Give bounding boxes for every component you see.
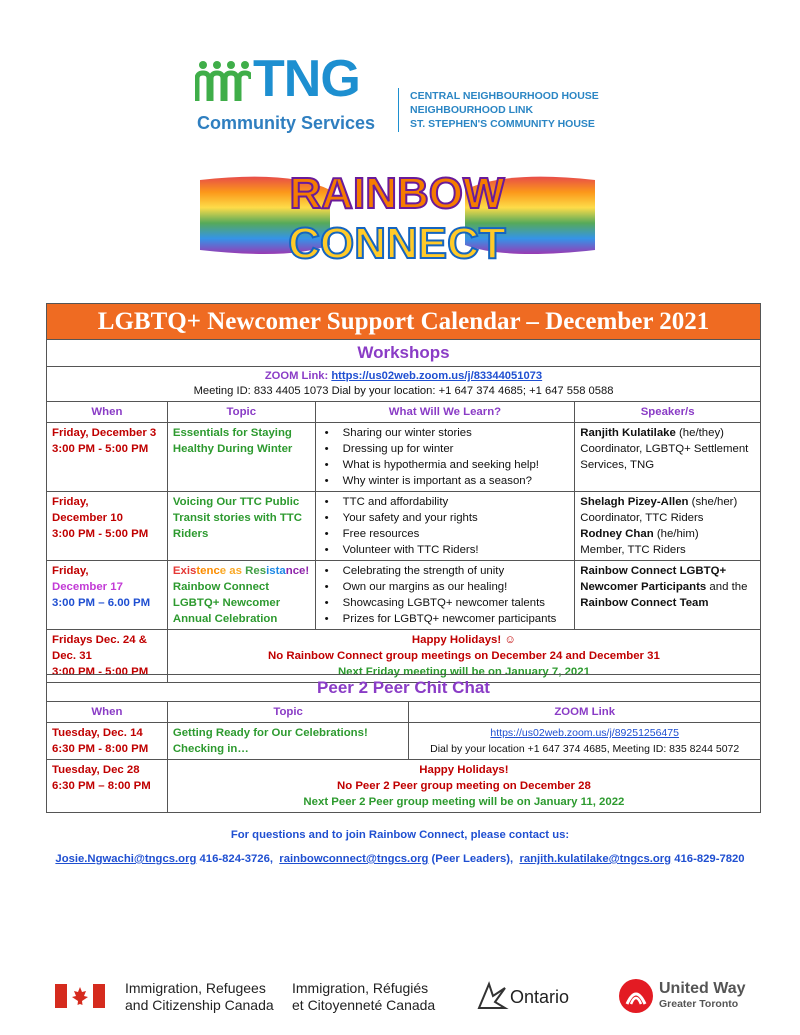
logo-divider bbox=[398, 88, 399, 132]
when-time: 6:30 PM - 8:00 PM bbox=[52, 743, 149, 755]
org-subtitle: Community Services bbox=[197, 113, 376, 133]
speaker-role: Coordinator, TTC Riders bbox=[580, 512, 704, 524]
topic-line: Getting Ready for Our Celebrations! bbox=[172, 727, 368, 739]
row-when bbox=[47, 423, 168, 492]
rainbow-letter: t bbox=[196, 565, 201, 577]
speaker-name: Newcomer Participants bbox=[580, 581, 707, 593]
rainbow-connect-logo bbox=[200, 160, 595, 270]
people-icon bbox=[195, 59, 251, 103]
email-link-ranjith[interactable]: ranjith.kulatilake@tngcs.org bbox=[519, 853, 672, 865]
list-item: • Dressing up for winter bbox=[321, 441, 570, 457]
topic-line: Checking in… bbox=[172, 743, 249, 755]
peer-heading: Peer 2 Peer Chit Chat bbox=[47, 675, 761, 702]
workshops-table bbox=[46, 303, 761, 683]
rainbow-letter: x bbox=[180, 565, 187, 577]
col-speakers: Speaker/s bbox=[575, 402, 761, 423]
table-row bbox=[47, 492, 761, 561]
col-when: When bbox=[47, 402, 168, 423]
when-date: Friday, bbox=[52, 565, 89, 577]
rainbow-letter: n bbox=[285, 565, 293, 577]
rainbow-letter: n bbox=[206, 565, 214, 577]
list-item: • Prizes for LGBTQ+ newcomer participants bbox=[321, 611, 570, 627]
list-item: • Own our margins as our healing! bbox=[321, 579, 570, 595]
ircc-en-line: and Citizenship Canada bbox=[125, 997, 274, 1013]
canada-flag-icon bbox=[55, 984, 105, 1008]
topic-line: LGBTQ+ Newcomer bbox=[172, 597, 281, 609]
speaker-name: Rainbow Connect Team bbox=[580, 597, 709, 609]
topic-line: Voicing Our TTC Public bbox=[172, 496, 300, 508]
when-time: 3:00 PM - 5:00 PM bbox=[52, 443, 149, 455]
topic-line: Essentials for Staying bbox=[172, 427, 292, 439]
when-time: 3:00 PM - 5:00 PM bbox=[52, 666, 149, 678]
when-date: December 10 bbox=[52, 512, 123, 524]
row-topic bbox=[167, 561, 315, 630]
topic-line: Annual Celebration bbox=[172, 613, 278, 625]
row-learn bbox=[315, 492, 575, 561]
united-way-icon bbox=[618, 978, 654, 1014]
col-when: When bbox=[47, 702, 168, 723]
rainbow-letter: s bbox=[259, 565, 267, 577]
zoom-link[interactable]: https://us02web.zoom.us/j/83344051073 bbox=[331, 370, 543, 382]
row-when bbox=[47, 723, 168, 760]
peer-holiday-notice bbox=[167, 760, 760, 813]
row-topic bbox=[167, 423, 315, 492]
speaker-pronoun: (he/they) bbox=[675, 427, 724, 439]
ircc-french bbox=[292, 980, 435, 1014]
rainbow-letter: i bbox=[266, 565, 270, 577]
speaker-pronoun: (he/him) bbox=[653, 528, 699, 540]
speaker-pronoun: (she/her) bbox=[688, 496, 738, 508]
row-when bbox=[47, 760, 168, 813]
house-1: CENTRAL NEIGHBOURHOOD HOUSE bbox=[410, 90, 599, 102]
peer-table bbox=[46, 674, 761, 813]
speaker-role: Member, TTC Riders bbox=[580, 544, 686, 556]
rainbow-letter: e bbox=[200, 565, 207, 577]
rainbow-letter: R bbox=[245, 565, 254, 577]
email-link-josie[interactable]: Josie.Ngwachi@tngcs.org bbox=[55, 853, 197, 865]
when-time: 3:00 PM – 6.00 PM bbox=[52, 597, 151, 609]
united-way-sub: Greater Toronto bbox=[659, 998, 739, 1010]
col-learn: What Will We Learn? bbox=[315, 402, 575, 423]
list-item: • TTC and affordability bbox=[321, 494, 570, 510]
row-when bbox=[47, 492, 168, 561]
when-date: December 17 bbox=[52, 581, 123, 593]
table-row bbox=[47, 561, 761, 630]
row-learn bbox=[315, 423, 575, 492]
zoom-label: ZOOM Link: bbox=[264, 370, 329, 382]
ircc-en-line: Immigration, Refugees bbox=[125, 980, 266, 996]
holiday-greeting: Happy Holidays! ☺ bbox=[411, 634, 516, 646]
peer-zoom-info: Dial by your location +1 647 374 4685, Meeting ID: 835 8244 5072 bbox=[430, 743, 740, 755]
list-item: • Your safety and your rights bbox=[321, 510, 570, 526]
ontario-trillium-icon bbox=[475, 978, 509, 1012]
row-topic bbox=[167, 723, 409, 760]
house-3: ST. STEPHEN'S COMMUNITY HOUSE bbox=[410, 118, 595, 130]
topic-line: Healthy During Winter bbox=[172, 443, 293, 455]
topic-line: Rainbow Connect bbox=[172, 581, 270, 593]
rainbow-letter: s bbox=[235, 565, 242, 577]
calendar-title: LGBTQ+ Newcomer Support Calendar – December 2021 bbox=[47, 304, 761, 340]
col-zoom: ZOOM Link bbox=[409, 702, 761, 723]
house-2: NEIGHBOURHOOD LINK bbox=[410, 104, 534, 116]
rainbow-letter: ! bbox=[305, 565, 310, 577]
table-row bbox=[47, 423, 761, 492]
row-topic bbox=[167, 492, 315, 561]
table-row bbox=[47, 723, 761, 760]
list-item: • Volunteer with TTC Riders! bbox=[321, 542, 570, 558]
list-item: • Showcasing LGBTQ+ newcomer talents bbox=[321, 595, 570, 611]
ircc-english bbox=[125, 980, 274, 1014]
rainbow-letter: t bbox=[275, 565, 280, 577]
rainbow-letter: s bbox=[189, 565, 197, 577]
speaker-name: Rainbow Connect LGBTQ+ bbox=[580, 565, 727, 577]
org-name: TNG bbox=[253, 50, 360, 108]
email-link-rainbowconnect[interactable]: rainbowconnect@tngcs.org bbox=[279, 853, 429, 865]
tng-logo bbox=[195, 50, 625, 135]
rainbow-letter: e bbox=[219, 565, 227, 577]
contact-question: For questions and to join Rainbow Connect, please contact us: bbox=[230, 829, 570, 841]
topic-line: Riders bbox=[172, 528, 209, 540]
rainbow-letter: s bbox=[269, 565, 276, 577]
when-date: Friday, December 3 bbox=[52, 427, 157, 439]
speaker-conjunction: and the bbox=[706, 581, 748, 593]
speaker-role: Coordinator, LGBTQ+ Settlement bbox=[580, 443, 749, 455]
rainbow-letter: c bbox=[292, 565, 300, 577]
row-when bbox=[47, 561, 168, 630]
when-time: 3:00 PM - 5:00 PM bbox=[52, 528, 149, 540]
when-date: Tuesday, Dec 28 bbox=[52, 764, 140, 776]
list-item: • What is hypothermia and seeking help! bbox=[321, 457, 570, 473]
phone-josie: 416-824-3726, bbox=[196, 853, 274, 865]
meeting-id: Meeting ID: 833 4405 1073 Dial by your location: +1 647 374 4685; +1 647 558 0588 bbox=[193, 385, 614, 397]
holiday-next-meeting: Next Friday meeting will be on January 7, 2021 bbox=[337, 666, 590, 678]
united-way-name: United Way bbox=[659, 980, 746, 997]
rainbow-letter: i bbox=[186, 565, 190, 577]
list-item: • Why winter is important as a season? bbox=[321, 473, 570, 489]
speaker-name: Rodney Chan bbox=[580, 528, 654, 540]
rainbow-letter: a bbox=[279, 565, 286, 577]
col-topic: Topic bbox=[167, 402, 315, 423]
row-speakers bbox=[575, 423, 761, 492]
col-topic: Topic bbox=[167, 702, 409, 723]
list-item: • Free resources bbox=[321, 526, 570, 542]
when-time: 6:30 PM – 8:00 PM bbox=[52, 780, 151, 792]
holiday-next-meeting: Next Peer 2 Peer group meeting will be on January 11, 2022 bbox=[303, 796, 625, 808]
holiday-greeting: Happy Holidays! bbox=[419, 764, 509, 776]
rainbow-letter: c bbox=[213, 565, 220, 577]
list-item: • Celebrating the strength of unity bbox=[321, 563, 570, 579]
when-date: Friday, bbox=[52, 496, 89, 508]
topic-rainbow-line bbox=[173, 563, 310, 579]
peer-zoom-link[interactable]: https://us02web.zoom.us/j/89251256475 bbox=[490, 727, 679, 739]
when-date: Fridays Dec. 24 & bbox=[52, 634, 147, 646]
rainbow-word: RAINBOW bbox=[289, 169, 505, 218]
phone-ranjith: 416-829-7820 bbox=[671, 853, 745, 865]
ontario-wordmark: Ontario bbox=[510, 987, 570, 1007]
row-speakers bbox=[575, 492, 761, 561]
when-date: Tuesday, Dec. 14 bbox=[52, 727, 143, 739]
workshops-heading: Workshops bbox=[47, 340, 761, 367]
table-row bbox=[47, 760, 761, 813]
speaker-role: Services, TNG bbox=[580, 459, 655, 471]
rainbow-letter: e bbox=[253, 565, 260, 577]
when-date: Dec. 31 bbox=[52, 650, 92, 662]
zoom-info bbox=[47, 367, 761, 402]
member-houses bbox=[410, 89, 599, 131]
list-item: • Sharing our winter stories bbox=[321, 425, 570, 441]
peer-leaders-note: (Peer Leaders), bbox=[428, 853, 514, 865]
rainbow-letter: a bbox=[229, 565, 236, 577]
row-zoom bbox=[409, 723, 761, 760]
speaker-name: Shelagh Pizey-Allen bbox=[580, 496, 689, 508]
row-speakers bbox=[575, 561, 761, 630]
rainbow-letter: e bbox=[299, 565, 306, 577]
connect-word: CONNECT bbox=[288, 219, 506, 268]
row-learn bbox=[315, 561, 575, 630]
holiday-no-meetings: No Peer 2 Peer group meeting on December 28 bbox=[336, 780, 591, 792]
holiday-no-meetings: No Rainbow Connect group meetings on December 24 and December 31 bbox=[268, 650, 660, 662]
contact-details bbox=[0, 853, 800, 865]
sponsor-footer bbox=[0, 970, 800, 1020]
topic-line: Transit stories with TTC bbox=[172, 512, 302, 524]
speaker-name: Ranjith Kulatilake bbox=[580, 427, 676, 439]
rainbow-letter: E bbox=[172, 565, 181, 577]
ircc-fr-line: et Citoyenneté Canada bbox=[292, 997, 436, 1013]
ircc-fr-line: Immigration, Réfugiés bbox=[292, 980, 429, 996]
